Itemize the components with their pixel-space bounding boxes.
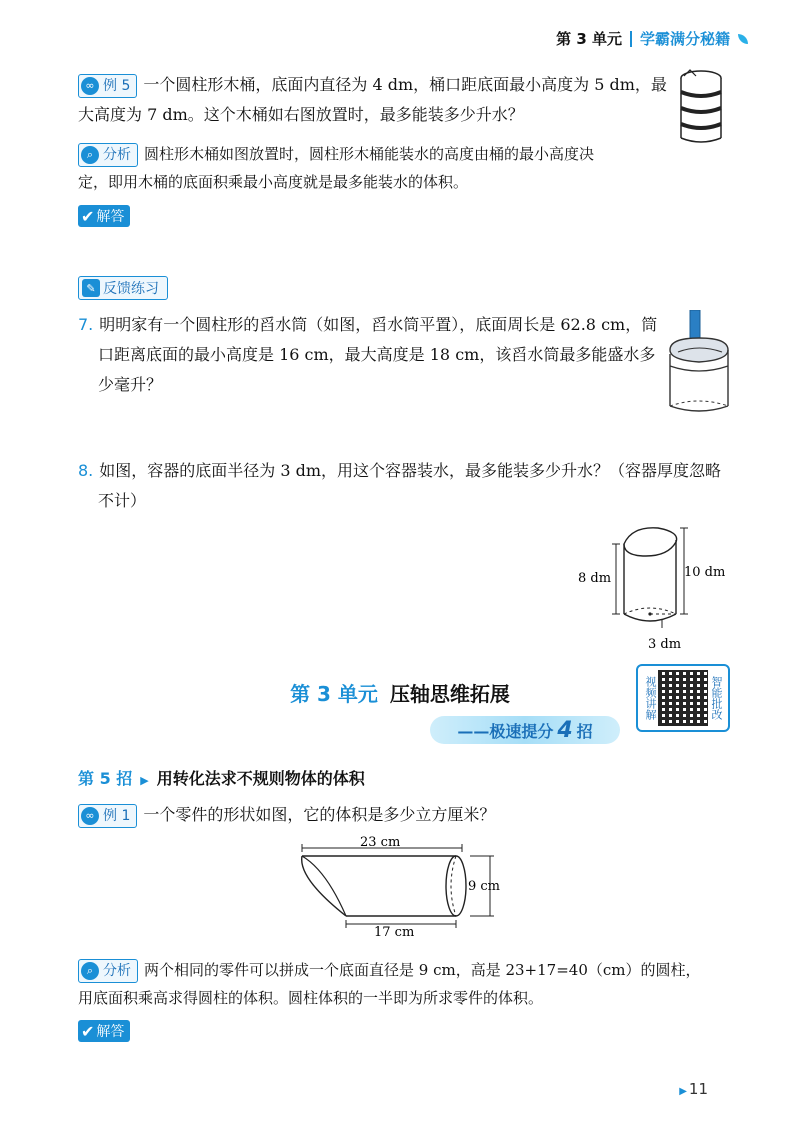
- solve-2-label: 解答: [96, 1024, 125, 1040]
- feedback-tag: [78, 276, 168, 300]
- header-series: 学霸满分秘籍: [639, 30, 730, 48]
- banner-prefix: ——极速提分: [457, 721, 554, 741]
- question-7-text-1: 明明家有一个圆柱形的舀水筒（如图，舀水筒平置），底面周长是 62.8 cm，筒: [99, 315, 658, 334]
- solve-1: [78, 205, 130, 227]
- slanted-cylinder-figure: [572, 520, 732, 658]
- analysis-2-text-1: 两个相同的零件可以拼成一个底面直径是 9 cm，高是 23+17=40（cm）的圆柱，: [144, 961, 701, 979]
- question-8-number: 8.: [78, 461, 94, 480]
- analysis-1-text-2: 定，即用木桶的底面积乘最小高度就是最多能装水的体积。: [78, 173, 469, 191]
- diameter-label: 9 cm: [468, 879, 501, 894]
- example-1-tag-label: 例 1: [103, 807, 131, 824]
- magnifier-icon: ⌕: [81, 146, 99, 164]
- radius-label: 3 dm: [648, 637, 682, 652]
- analysis-2: [78, 956, 728, 1012]
- example-1-text: 一个零件的形状如图，它的体积是多少立方厘米？: [143, 805, 496, 824]
- question-7-text-2: 口距离底面的最小高度是 16 cm，最大高度是 18 cm，该舀水筒最多能盛水多: [98, 345, 656, 364]
- check-icon: ✔: [81, 206, 95, 226]
- leaf-icon: [738, 34, 748, 44]
- move-5-title: 用转化法求不规则物体的体积: [156, 769, 365, 788]
- left-height-label: 8 dm: [578, 571, 612, 586]
- analysis-2-text-2: 用底面积乘高求得圆柱的体积。圆柱体积的一半即为所求零件的体积。: [78, 989, 544, 1007]
- link-icon: ∞: [81, 807, 99, 825]
- solve-1-label: 解答: [96, 209, 125, 225]
- page-triangle-icon: ▶: [679, 1086, 687, 1097]
- part-figure: [296, 834, 516, 940]
- solve-2-tag: [78, 1020, 130, 1042]
- qr-code-box[interactable]: [636, 664, 730, 732]
- example-5-text-1: 一个圆柱形木桶，底面内直径为 4 dm，桶口距底面最小高度为 5 dm，最: [143, 75, 667, 94]
- pencil-icon: ✎: [82, 279, 100, 297]
- example-1-tag: [78, 804, 137, 828]
- page-number: [679, 1080, 708, 1098]
- question-8: [78, 456, 728, 516]
- question-7-text-3: 少毫升？: [98, 375, 163, 394]
- banner-suffix: 招: [576, 721, 593, 741]
- analysis-1-tag-label: 分析: [103, 147, 131, 163]
- solve-1-tag: [78, 205, 130, 227]
- analysis-2-tag: [78, 959, 138, 983]
- bucket-figure: [676, 66, 726, 146]
- scoop-figure: [664, 310, 734, 416]
- magnifier-icon: ⌕: [81, 962, 99, 980]
- example-5-tag-label: 例 5: [103, 77, 131, 94]
- analysis-1-tag: [78, 143, 138, 167]
- question-7-number: 7.: [78, 315, 94, 334]
- analysis-1-text-1: 圆柱形木桶如图放置时，圆柱形木桶能装水的高度由桶的最小高度决: [144, 145, 595, 163]
- question-8-text-1: 如图，容器的底面半径为 3 dm，用这个容器装水，最多能装多少升水？（容器厚度忽略: [99, 461, 722, 480]
- analysis-2-tag-label: 分析: [103, 963, 131, 979]
- example-1: [78, 800, 718, 830]
- move-5-heading: [78, 766, 365, 789]
- example-5-tag: [78, 74, 137, 98]
- move-5-number: 第 5 招: [78, 769, 133, 788]
- header-divider: [630, 31, 632, 47]
- bottom-length-label: 17 cm: [374, 925, 415, 940]
- top-length-label: 23 cm: [360, 835, 401, 850]
- check-icon: ✔: [81, 1021, 95, 1041]
- analysis-1: [78, 140, 728, 196]
- example-5-text-2: 大高度为 7 dm。这个木桶如右图放置时，最多能装多少升水？: [78, 105, 524, 124]
- page-header: [556, 28, 748, 49]
- tips-banner: [430, 716, 620, 744]
- feedback-header: [78, 276, 168, 300]
- play-triangle-icon: ▶: [140, 774, 149, 787]
- question-7: [78, 310, 668, 400]
- section-main-title: 压轴思维拓展: [389, 682, 510, 706]
- page-number-value: 11: [688, 1080, 708, 1098]
- link-icon: ∞: [81, 77, 99, 95]
- banner-count: 4: [557, 717, 573, 743]
- header-unit: 第 3 单元: [556, 30, 622, 48]
- qr-right-label: 智能批改: [710, 676, 723, 720]
- example-5: [78, 70, 678, 130]
- qr-left-label: 视频讲解: [644, 676, 657, 720]
- feedback-label: 反馈练习: [103, 281, 159, 297]
- right-height-label: 10 dm: [684, 565, 726, 580]
- section-unit: 第 3 单元: [290, 682, 378, 706]
- qr-code-icon[interactable]: [658, 670, 708, 726]
- question-8-text-2: 不计）: [98, 491, 147, 510]
- solve-2: [78, 1020, 130, 1042]
